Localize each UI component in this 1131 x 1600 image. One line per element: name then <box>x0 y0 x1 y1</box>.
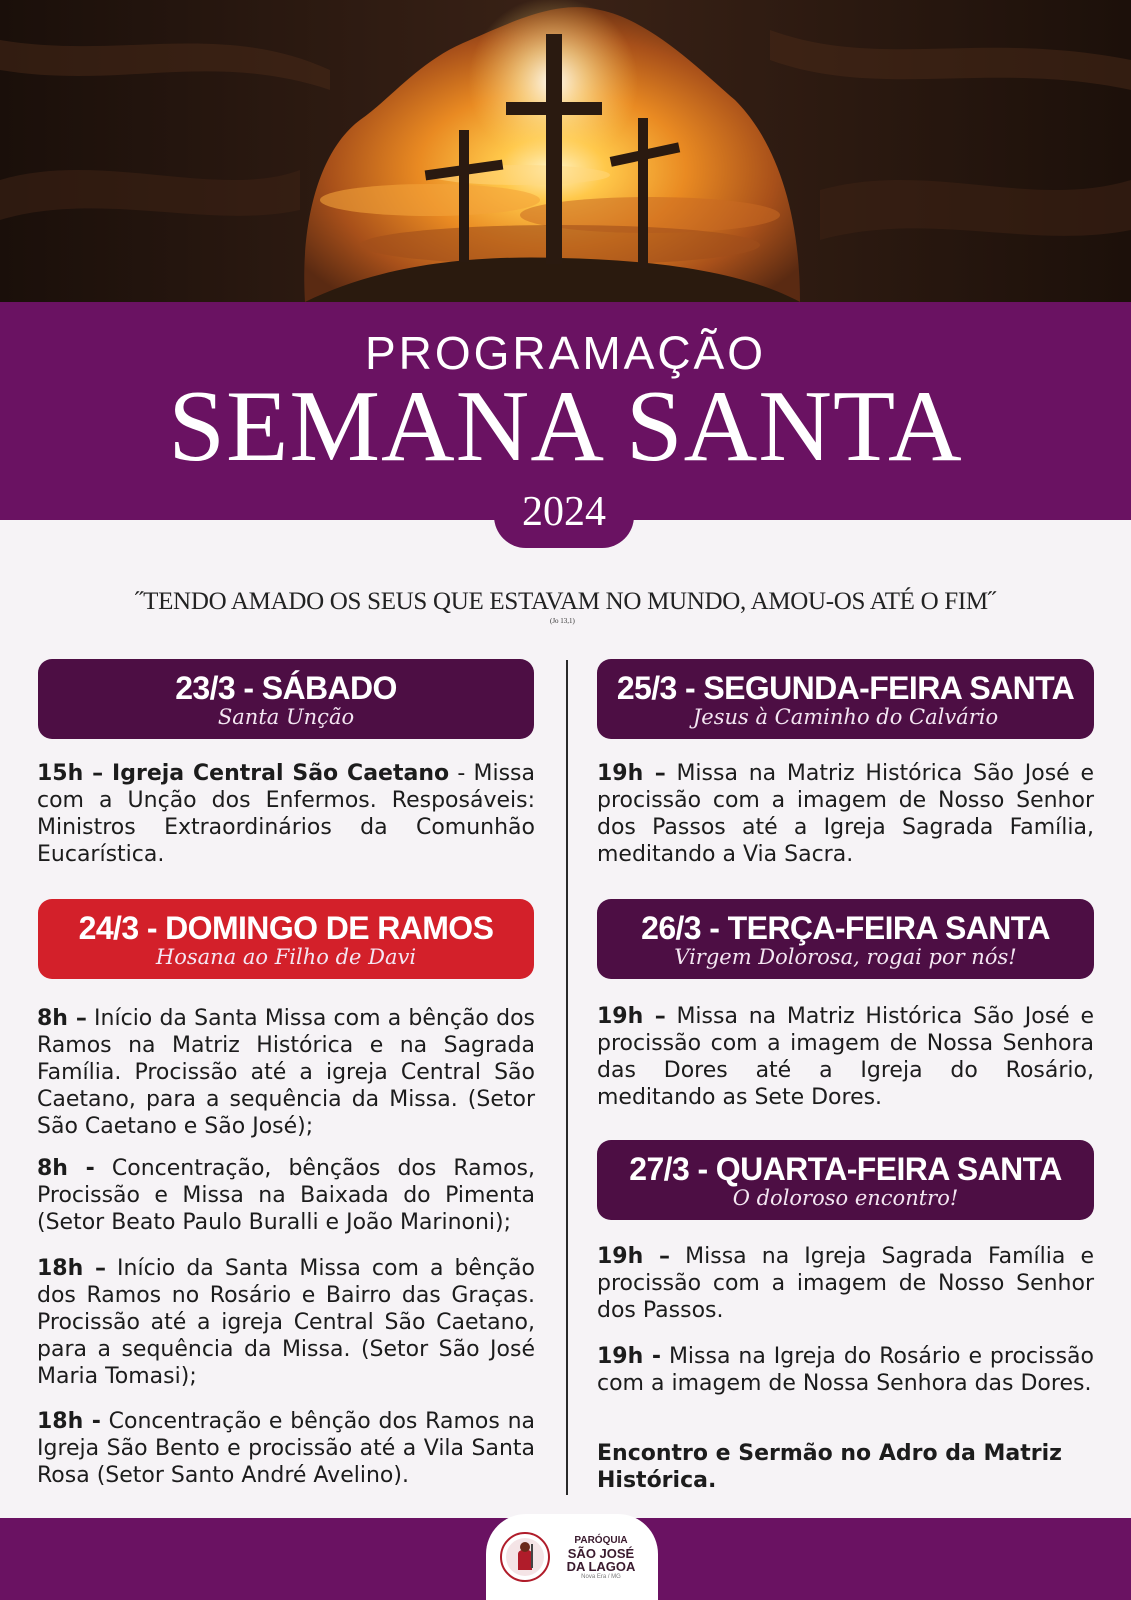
schedule-entry <box>597 1003 1094 1111</box>
entry-text: Missa na Matriz Histórica São José e procissão com a imagem de Nosso Senhor dos Passos até a Igreja Sagrada Família, meditando a Via Sacra. <box>597 761 1095 867</box>
entry-time: 19h – <box>597 1004 666 1029</box>
entry-text: Missa na Igreja do Rosário e procissão com a imagem de Nossa Senhora das Dores. <box>597 1344 1094 1396</box>
entry-time: 19h - <box>597 1344 662 1369</box>
programacao-label: PROGRAMAÇÃO <box>364 327 767 379</box>
entry-time: 15h – Igreja Central São Caetano <box>37 761 450 786</box>
entry-time: 18h - <box>37 1409 101 1434</box>
schedule-entry <box>37 1408 535 1489</box>
logo-line: SÃO JOSÉ <box>567 1546 635 1561</box>
page-title: SEMANA SANTA <box>168 370 963 483</box>
entry-text: Missa na Igreja Sagrada Família e procissão com a imagem de Nosso Senhor dos Passos. <box>597 1244 1095 1323</box>
three-crosses-illustration <box>0 0 1131 302</box>
parish-logo-text <box>554 1534 648 1582</box>
schedule-entry <box>37 1005 535 1140</box>
schedule-entry <box>37 1255 535 1390</box>
day-subtitle: Virgem Dolorosa, rogai por nós! <box>674 945 1017 969</box>
day-title: 26/3 - TERÇA-FEIRA SANTA <box>641 910 1050 946</box>
day-title: 27/3 - QUARTA-FEIRA SANTA <box>629 1151 1062 1187</box>
schedule-entry <box>37 1155 535 1236</box>
closing-note: Encontro e Sermão no Adro da Matriz Histórica. <box>597 1441 1062 1493</box>
parish-seal-icon <box>500 1532 550 1582</box>
schedule-entry <box>597 1343 1094 1397</box>
day-header-tuesday <box>597 899 1094 979</box>
day-header-palm-sunday <box>38 899 534 979</box>
hero-image <box>0 0 1131 302</box>
entry-text: Início da Santa Missa com a bênção dos Ramos na Matriz Histórica e na Sagrada Família. Procissão até a igreja Central São Caetano, para a sequência da Missa. (Setor São Caetano e São José); <box>37 1006 535 1139</box>
schedule-entry <box>37 760 535 868</box>
schedule-entry <box>597 1243 1094 1324</box>
schedule-entry <box>597 760 1094 868</box>
day-subtitle: Santa Unção <box>217 705 355 729</box>
logo-line: DA LAGOA <box>566 1559 636 1574</box>
logo-line: PARÓQUIA <box>574 1535 628 1546</box>
entry-text: Concentração, bênçãos dos Ramos, Procissão e Missa na Baixada do Pimenta (Setor Beato Paulo Buralli e João Marinoni); <box>37 1156 536 1235</box>
day-subtitle: O doloroso encontro! <box>732 1186 959 1210</box>
day-subtitle: Hosana ao Filho de Davi <box>155 945 417 969</box>
day-title: 25/3 - SEGUNDA-FEIRA SANTA <box>616 670 1075 706</box>
scripture-quote: ˝TENDO AMADO OS SEUS QUE ESTAVAM NO MUNDO, AMOU-OS ATÉ O FIM˝ <box>135 588 996 615</box>
scripture-reference: (Jo 13,1) <box>550 617 575 625</box>
day-header-saturday <box>38 659 534 739</box>
entry-text: Concentração e bênção dos Ramos na Igreja São Bento e procissão até a Vila Santa Rosa (Setor Santo André Avelino). <box>37 1409 535 1488</box>
entry-text: Missa na Matriz Histórica São José e procissão com a imagem de Nossa Senhora das Dores até a Igreja do Rosário, meditando as Sete Dores. <box>597 1004 1095 1110</box>
entry-time: 8h - <box>37 1156 95 1181</box>
entry-time: 8h – <box>37 1006 87 1031</box>
day-title: 23/3 - SÁBADO <box>175 670 397 706</box>
entry-time: 19h – <box>597 1244 671 1269</box>
entry-time: 19h – <box>597 761 666 786</box>
entry-time: 18h – <box>37 1256 106 1281</box>
entry-text: - Missa com a Unção dos Enfermos. Resposáveis: Ministros Extraordinários da Comunhão Eucarística. <box>37 761 535 867</box>
day-subtitle: Jesus à Caminho do Calvário <box>692 705 999 729</box>
day-header-monday <box>597 659 1094 739</box>
year-badge: 2024 <box>494 484 634 548</box>
entry-text: Início da Santa Missa com a bênção dos Ramos no Rosário e Bairro das Graças. Procissão até a igreja Central São Caetano, para a sequência da Missa. (Setor São José Maria Tomasi); <box>37 1256 535 1389</box>
logo-line: Nova Era / MG <box>581 1574 621 1580</box>
day-title: 24/3 - DOMINGO DE RAMOS <box>78 910 494 946</box>
column-divider <box>566 660 568 1495</box>
day-header-wednesday <box>597 1140 1094 1220</box>
